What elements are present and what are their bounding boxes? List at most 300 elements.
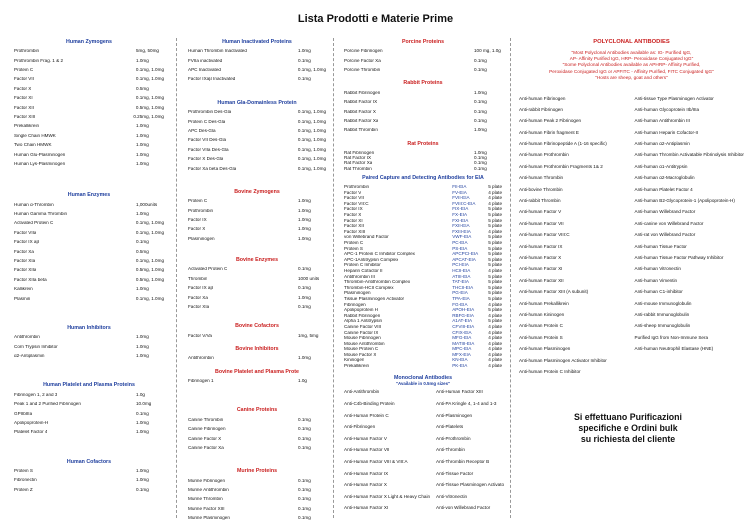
column-human [14, 40, 164, 500]
antibody-item: Anti-human Factor XII [519, 277, 564, 283]
antibody-item: Anti-Tissue Plasminogen Activato [436, 482, 505, 488]
section-title: Human Gla-Domainless Protein [217, 99, 297, 106]
product-name: Factor VIIa Des-Gla [188, 147, 229, 152]
product-size: 1.0mg [298, 226, 311, 232]
product-size: 1.0mg [136, 477, 149, 483]
product-size: 5 plate [488, 318, 502, 324]
product-section [188, 408, 326, 455]
product-name: Human Lys-Plasminogen [14, 161, 66, 166]
product-size: 5 plate [488, 295, 502, 301]
product-name: Rabbit Factor Xa [344, 118, 379, 123]
antibody-column [436, 390, 504, 518]
custom-order-line: Si effettuano Purificazioni [573, 412, 682, 422]
product-name: Protein C [344, 241, 364, 245]
product-code: PG-EIA [452, 290, 468, 296]
product-name: Single Chain HMWK [14, 133, 56, 138]
antibody-item: Anti-C4b-Binding Protein [344, 400, 395, 406]
product-code: TAT-EIA [452, 279, 469, 285]
product-name: Rabbit Fibrinogen [344, 90, 381, 95]
product-name: Factor IX aβ [14, 240, 40, 245]
product-size: 0.1mg [474, 99, 487, 105]
antibody-item: Anti-human Peak 2 Fibrinogen [519, 118, 582, 124]
product-size: 0.1mg, 1.0mg [297, 146, 326, 152]
section-title: Human Inactivated Proteins [222, 39, 292, 45]
product-row [188, 334, 326, 343]
product-name: Canine Factor X [188, 436, 222, 441]
note-line: AP- Affinity Purified IgG, HRP- Peroxidase Conjugated IgG" [569, 56, 694, 62]
product-size: 0.1mg [298, 426, 311, 432]
column-polyclonal [519, 40, 744, 380]
product-name: Factor Xa beta Des-Gla [188, 166, 237, 171]
product-section [14, 193, 164, 306]
product-list [188, 334, 326, 343]
product-name: Factor VII:C [344, 201, 369, 206]
product-list [188, 199, 326, 246]
product-size: 0.1mg [298, 304, 311, 309]
antibody-item: Anti-rabbit Immunoglobulin [634, 311, 690, 317]
product-section [344, 81, 502, 137]
product-name: Heparin Cofactor II [344, 268, 383, 273]
product-code: FXII-EIA [452, 223, 470, 229]
product-name: Factor XIIa beta [14, 277, 47, 282]
product-size: 4 plate [488, 351, 502, 357]
antibody-item: Anti-human Platelet Factor 4 [634, 186, 693, 192]
antibody-item: Anti-human Plasminogen [519, 346, 571, 352]
antibody-item: Anti-Vitronectin [436, 493, 468, 499]
product-size: 1.0mg [474, 150, 487, 156]
product-section [188, 190, 326, 246]
section-title: Canine Proteins [236, 407, 278, 414]
product-size: 1.0mg [298, 207, 311, 213]
product-name: Plasminogen [188, 236, 215, 241]
product-code: CFVIII-EIA [452, 323, 475, 329]
product-size: 0.1mg [298, 487, 311, 492]
product-size: 4 plate [488, 312, 502, 318]
product-name: Antithrombin [188, 356, 214, 361]
product-name: Human Glu-Plasminogen [14, 152, 66, 157]
product-list [344, 151, 502, 172]
antibody-item: Anti-human Thrombin [519, 175, 564, 181]
section-title: Bovine Platelet and Plasma Prote [215, 368, 299, 375]
section-title: POLYCLONAL ANTIBODIES [593, 39, 670, 45]
product-name: Factor V/Va [188, 333, 212, 338]
product-name: Rabbit Thrombin [344, 128, 378, 133]
product-size: 0.1mg [298, 416, 311, 422]
product-size: 4 plate [488, 189, 502, 195]
product-section [14, 326, 164, 363]
product-name: Apolipoprotein H [344, 308, 378, 313]
product-size: 0.1mg, 1.0mg [135, 76, 164, 82]
antibody-column [519, 96, 629, 381]
product-code: FXIII-EIA [452, 228, 471, 234]
antibody-item: Anti-Human Factor XI [344, 505, 389, 511]
antibody-column [344, 390, 430, 518]
product-name: Rabbit Fibrinogen [344, 313, 381, 318]
product-size: 0.1mg, 1.0mg [297, 109, 326, 115]
product-name: Factor VIIa [14, 230, 37, 235]
product-list [188, 267, 326, 314]
product-size: 1.0mg [298, 216, 311, 222]
product-name: Thrombin-HCII Complex [344, 285, 394, 290]
product-name: Rat Factor Xa [344, 161, 373, 166]
antibody-item: Anti-von Willebrand Factor [436, 505, 491, 511]
product-row [14, 430, 164, 439]
product-size: 5 plate [488, 307, 502, 313]
product-code: APOH-EIA [452, 307, 475, 313]
product-name: Rabbit Factor X [344, 109, 376, 114]
product-name: Protein Z [14, 487, 33, 492]
product-code: FVII-EIA [452, 195, 470, 201]
product-size: 1.0mg [136, 343, 149, 349]
product-code: PS-EIA [452, 245, 468, 251]
product-name: Apolipoprotein-H [14, 420, 49, 425]
antibody-item: Anti-human B2-Glycoprotein-1 (Apolipoprotein-H) [634, 198, 735, 204]
antibody-item: Anti-Human Factor XIII [436, 389, 483, 395]
product-name: Rat Factor IX [344, 156, 372, 161]
product-section [188, 324, 326, 343]
product-section [188, 347, 326, 366]
page-title: Lista Prodotti e Materie Prime [297, 13, 454, 25]
section-subtitle: "Available in 0.5mg sizes" [395, 380, 451, 386]
product-name: Factor Xa [14, 249, 34, 254]
product-code: VWF-EIA [452, 234, 472, 240]
product-name: Prekallikrein [344, 364, 370, 369]
product-size: 4 plate [488, 267, 502, 273]
product-name: Protein C [188, 199, 208, 204]
product-name: Rat Thrombin [344, 166, 372, 171]
product-name: α2-Antiplasmin [14, 354, 45, 359]
note-line: "Hosts are sheep, goat and others" [595, 75, 668, 81]
antibody-item: Anti-Tissue Factor [436, 470, 474, 476]
product-name: Protein S [14, 468, 33, 473]
product-name: Factor IX aβ [188, 286, 214, 291]
product-size: 1.0mg [298, 198, 311, 204]
column-divider [176, 38, 177, 518]
product-name: Kininogen [344, 358, 365, 363]
product-size: 1.0mg [298, 294, 311, 300]
antibody-item: Anti-PA Kringle 4, 1-4 and 1-3 [436, 400, 497, 406]
product-size: 5 plate [488, 212, 502, 218]
product-name: Factor XIa [14, 259, 36, 264]
note-line: "Most Polyclonal Antibodies available as: IG- Purified IgG, [571, 49, 692, 55]
product-size: 0.1mg, 1.0mg [297, 165, 326, 171]
product-name: Activated Protein C [14, 221, 54, 226]
product-name: von Willebrand Factor [344, 235, 389, 240]
antibody-item: Anti-human Willebrand Factor [634, 209, 696, 215]
product-size: 1.0mg [136, 123, 149, 129]
product-size: 1.0g [298, 378, 307, 384]
product-code: FVIII:C-EIA [452, 200, 476, 206]
product-name: Rat Fibrinogen [344, 151, 375, 156]
product-size: 5 plate [488, 245, 502, 251]
polyclonal-grid [519, 96, 744, 381]
antibody-item: Anti-human Fibrinogen [519, 95, 566, 101]
antibody-item: Anti-human Fibrin fragment E [519, 129, 579, 135]
antibody-item: Purified IgG from Non-Immune Sera [634, 334, 709, 340]
product-size: 0.1mg, 1.0mg [297, 118, 326, 124]
product-name: Factor X [14, 86, 32, 91]
product-size: 0.5mg [136, 248, 149, 254]
product-size: 4 plate [488, 301, 502, 307]
product-name: Factor V [344, 190, 362, 195]
product-list [14, 335, 164, 363]
antibody-item: Anti-Human Factor V [344, 435, 387, 441]
product-size: 1.0mg [136, 353, 149, 359]
product-name: Porcine Fibrinogen [344, 49, 383, 54]
product-name: Mouse Factor X [344, 352, 377, 357]
antibody-item: Anti-Platelets [436, 424, 464, 430]
product-row [188, 356, 326, 365]
product-size: 1.0mg [136, 151, 149, 157]
product-name: Protein C [14, 68, 34, 73]
section-title: Bovine Enzymes [235, 257, 279, 264]
section-title: Human Inhibitors [67, 324, 111, 331]
antibody-item: Anti-Human Factor IX [344, 470, 389, 476]
product-size: 0.1mg [298, 505, 311, 511]
product-list [188, 479, 326, 524]
antibody-item: Anti-Human Protein C [344, 412, 389, 418]
product-size: 4 plate [488, 357, 502, 363]
product-section [14, 460, 164, 497]
product-size: 1.0mg [136, 160, 149, 166]
product-row [188, 167, 326, 176]
product-row [14, 297, 164, 306]
product-size: 0.1mg [298, 57, 311, 63]
product-name: Human α-Thrombin [14, 202, 54, 207]
product-code: A1AT-EIA [452, 318, 473, 324]
product-name: Protein C Inhibitor [344, 263, 381, 268]
product-row [188, 77, 326, 86]
product-size: 1.0mg [474, 127, 487, 133]
product-size: 1.0mg [136, 467, 149, 473]
product-size: 0.1mg, 1.0mg [135, 220, 164, 226]
product-size: 0.1mg, 1.0mg [297, 156, 326, 162]
antibody-item: Anti-human Fibrinopeptide A (1-16 specific) [519, 141, 607, 147]
antibody-item: Anti-human Factor V [519, 209, 562, 215]
antibody-column [635, 96, 745, 381]
product-list [188, 356, 326, 365]
product-section [188, 469, 326, 524]
product-name: Factor Xa [188, 295, 208, 300]
product-size: 100 mg, 1.0g [474, 48, 501, 54]
polyclonal-notes [519, 50, 744, 82]
product-name: Corn Trypsin Inhibitor [14, 344, 58, 349]
product-size: 1mg, 5mg [298, 332, 319, 338]
monoclonal-grid [344, 389, 505, 518]
product-code: PC-EIA [452, 240, 468, 245]
product-code: PK-EIA [452, 363, 468, 369]
product-name: APC Des-Gla [188, 128, 216, 133]
product-name: GPIIbIIIa [14, 411, 33, 416]
product-row [344, 167, 502, 172]
note-line: Peroxidase Conjugated IgG or APFITC - Affinity Purified, FITC Conjugated IgG" [549, 68, 714, 74]
section-title: Bovine Zymogens [234, 188, 280, 195]
product-size: 1.0mg [136, 286, 149, 292]
monoclonal-section [344, 374, 505, 518]
product-size: 1.0g [136, 391, 145, 397]
section-title: Murine Proteins [236, 468, 278, 475]
product-section [188, 40, 326, 87]
product-size: 0.1mg [474, 117, 487, 123]
product-size: 1.0mg [474, 89, 487, 95]
product-name: Murine Plasminogen [188, 516, 230, 521]
product-list [14, 49, 164, 171]
product-name: Tissue Plasminogen Activator [344, 296, 405, 301]
antibody-item: Anti-human Tissue Factor Pathway Inhibitor [634, 254, 724, 260]
product-size: 0.1mg [474, 108, 487, 114]
product-name: Antithrombin [14, 335, 40, 340]
product-name: Protein C Des-Gla [188, 119, 226, 124]
product-section [344, 176, 502, 370]
product-name: Plasmin [14, 296, 31, 301]
product-size: 4 plate [488, 200, 502, 206]
product-name: Fibrinogen 1, 2 and 3 [14, 392, 58, 397]
product-size: 5 plate [488, 223, 502, 229]
product-size: 0.1mg [298, 477, 311, 483]
antibody-item: Anti-Thrombin Receptor B [436, 458, 490, 464]
product-name: Fibrinogen 1 [188, 379, 214, 384]
product-size: 5 plate [488, 184, 502, 190]
product-code: THCII-EIA [452, 284, 474, 290]
product-name: Factor XIIa [14, 268, 37, 273]
product-code: HCII-EIA [452, 267, 471, 273]
product-name: Mouse Fibrinogen [344, 336, 381, 341]
product-size: 0.1mg [136, 486, 149, 492]
column-divider [510, 38, 511, 518]
product-list [188, 110, 326, 176]
antibody-item: Anti-human Vimentin [634, 277, 678, 283]
product-code-size [452, 364, 502, 370]
product-name: Prekallikrein [14, 124, 40, 129]
section-title: Rat Proteins [407, 140, 439, 147]
product-row [344, 364, 502, 370]
product-size: 0.1mg, 1.0mg [297, 137, 326, 143]
section-title: Human Zymogens [66, 39, 112, 45]
product-size: 0.1mg, 1.0mg [135, 95, 164, 101]
antibody-item: Anti-human Protein C [519, 323, 563, 329]
product-size: 0.5mg [136, 85, 149, 91]
product-name: Factor X Des-Gla [188, 157, 224, 162]
product-size: 0.1mg, 1.0mg [297, 67, 326, 73]
product-size: 0.1mg, 1.0mg [135, 295, 164, 301]
product-name: Kallikrein [14, 287, 33, 292]
antibody-item: Anti-human α2-Antiplasmin [634, 141, 690, 147]
product-code: ATIII-EIA [452, 273, 471, 279]
product-name: Factor IXaβ Inactivated [188, 77, 236, 82]
product-name: Factor XIa [188, 305, 210, 309]
product-code: FIX-EIA [452, 206, 469, 212]
antibody-item: Anti-human C1-inhibitor [634, 289, 683, 295]
product-name: Factor XIII [14, 115, 36, 120]
product-size: 1.0mg [136, 142, 149, 148]
product-list [344, 185, 502, 370]
product-name: FVIIa inactivated [188, 58, 223, 63]
product-name: Antithrombin III [344, 274, 375, 279]
product-size: 1.0mg [298, 48, 311, 54]
product-name: Thrombin-Antithrombin Complex [344, 280, 411, 285]
product-list [344, 49, 502, 77]
note-line: "Some Polyclonal Antibodies available as APHRP- Affinity Purified, [562, 62, 701, 68]
product-size: 0.1mg, 1.0mg [135, 67, 164, 73]
product-code: FV-EIA [452, 189, 467, 195]
custom-order-line: su richiesta del cliente [580, 433, 676, 444]
product-name: APC-1Antitrypsin Complex [344, 257, 399, 262]
product-code: FII-EIA [452, 184, 467, 190]
antibody-item: Anti-human Factor XI [519, 266, 563, 272]
antibody-item: Anti-human Factor VII [519, 220, 564, 226]
product-name: Canine Factor VIII [344, 324, 382, 329]
product-name: Factor VII [14, 77, 34, 82]
product-list [14, 393, 164, 440]
product-name: Mouse Antithrombin [344, 341, 385, 346]
antibody-item: Anti-Plasminogen [436, 412, 473, 418]
antibody-item: Anti-tissue Type Plasminogen Activator [634, 95, 714, 101]
section-title: Bovine Cofactors [235, 323, 279, 330]
product-size: 4 plate [488, 363, 502, 369]
product-size: 0.1mg [136, 410, 149, 416]
product-size: 0.25mg, 1.0mg [133, 114, 164, 120]
product-name: Factor XII [344, 224, 364, 229]
product-row [188, 516, 326, 524]
product-size: 0.1mg [136, 239, 149, 245]
product-size: 5 plate [488, 240, 502, 245]
custom-order-line: specifiche e Ordini bulk [578, 422, 678, 433]
product-size: 0.5mg, 1.0mg [135, 267, 164, 273]
product-name: Factor VII [344, 196, 364, 201]
product-size: 0.1mg [474, 67, 487, 73]
product-size: 1.0mg [136, 132, 149, 138]
antibody-item: Anti-human Prothrombin Fragments 1& 2 [519, 163, 603, 169]
antibody-item: Anti-mouse Immunoglobulin [634, 300, 692, 306]
product-size: 5 plate [488, 290, 502, 296]
product-row [14, 354, 164, 363]
column-inactivated-bovine [188, 40, 326, 524]
product-size: 5 plate [488, 262, 502, 268]
antibody-item: Anti-human α1-Antitrypsin [634, 163, 688, 169]
product-name: Rabbit Factor IX [344, 100, 378, 105]
product-name: Factor X [344, 213, 362, 218]
antibody-item: Anti-Human Factor X [344, 482, 387, 488]
product-code: APCPCI-EIA [452, 251, 479, 257]
section-title: Human Platelet and Plasma Proteins [43, 382, 135, 389]
product-size: 0.1mg [298, 266, 311, 272]
product-name: Canine Fibrinogen [188, 427, 226, 432]
product-size: 5 plate [488, 256, 502, 262]
product-name: Activated Protein C [188, 267, 228, 272]
column-divider [333, 38, 334, 518]
product-name: Peak 1 and 2 Purified Fibrinogen [14, 402, 81, 407]
product-size: 1.0mg [136, 419, 149, 425]
product-name: Canine Thrombin [188, 417, 224, 422]
product-section [188, 370, 326, 389]
section-title: Human Enzymes [67, 192, 111, 199]
product-size: 1.0mg [298, 235, 311, 241]
product-name: Prothrombin Des-Gla [188, 110, 232, 115]
product-size: 1000 units [298, 275, 320, 281]
product-row [188, 446, 326, 455]
product-size: 0.1mg [298, 496, 311, 502]
product-code: MFX-EIA [452, 351, 471, 357]
product-size: 0.1mg [298, 285, 311, 291]
antibody-item: Anti-rabbit Fibrinogen [519, 106, 563, 112]
antibody-item: Anti-human Plasminogen Activator Inhibitor [519, 357, 607, 363]
product-name: Human Gamma Thrombin [14, 212, 68, 217]
product-size: 0.1mg [474, 165, 487, 171]
product-name: Prothrombin Frag. 1 & 2 [14, 58, 64, 63]
product-name: Canine Factor Xa [188, 445, 224, 450]
product-name: Factor XI [14, 96, 33, 101]
product-size: 5mg, 50mg [136, 48, 159, 54]
